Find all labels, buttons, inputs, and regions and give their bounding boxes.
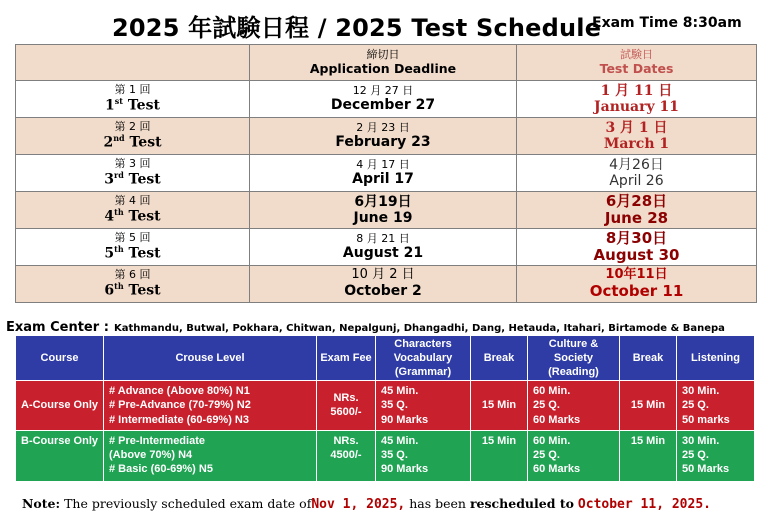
title-row: [0, 6, 769, 42]
exam-center-label: Exam Center :: [6, 320, 109, 335]
header-deadline-en: Application Deadline: [309, 60, 457, 76]
schedule-row: [16, 192, 757, 229]
col-header: Break: [620, 336, 677, 381]
course-header-row: [16, 336, 755, 381]
round-jp: 第 6 回: [114, 268, 151, 282]
test-date-cell: [517, 81, 757, 118]
round-jp: 第 5 回: [114, 231, 151, 245]
test-jp: 4月26日: [609, 156, 664, 173]
course-row: [16, 381, 755, 431]
test-date-cell: [517, 155, 757, 192]
test-jp: 8月30日: [605, 228, 668, 247]
round-cell: [16, 118, 250, 155]
round-cell: [16, 266, 250, 303]
round-cell: [16, 155, 250, 192]
course-table: [15, 335, 755, 482]
reading-cell: 60 Min. 25 Q. 60 Marks: [528, 430, 620, 481]
col-header: Crouse Level: [104, 336, 317, 381]
test-jp: 6月28日: [605, 191, 668, 210]
deadline-en: October 2: [344, 283, 422, 300]
reading-cell: 60 Min. 25 Q. 60 Marks: [528, 381, 620, 431]
schedule-header-row: [16, 45, 757, 81]
round-en: 2nd Test: [103, 132, 162, 151]
page-title: 2025 年試験日程 / 2025 Test Schedule: [112, 14, 602, 42]
schedule-row: [16, 155, 757, 192]
course-row: [16, 430, 755, 481]
deadline-cell: [250, 118, 517, 155]
deadline-cell: [250, 266, 517, 303]
schedule-row: [16, 118, 757, 155]
deadline-cell: [250, 155, 517, 192]
deadline-cell: [250, 192, 517, 229]
round-cell: [16, 229, 250, 266]
test-jp: 1 月 11 日: [600, 82, 673, 99]
deadline-jp: 2 月 23 日: [356, 120, 410, 134]
course-name: A-Course Only: [16, 381, 104, 431]
header-deadline: [250, 45, 517, 81]
break-cell: 15 Min: [471, 381, 528, 431]
deadline-en: June 19: [353, 210, 413, 226]
note-text-2: has been: [409, 496, 466, 511]
deadline-en: February 23: [335, 134, 431, 151]
col-header: Course: [16, 336, 104, 381]
test-date-cell: [517, 229, 757, 266]
course-name: B-Course Only: [16, 430, 104, 481]
test-date-cell: [517, 118, 757, 155]
exam-center-line: [6, 316, 766, 335]
test-date-cell: [517, 266, 757, 303]
test-en: March 1: [603, 136, 670, 152]
round-jp: 第 3 回: [114, 157, 151, 171]
reschedule-note: [22, 496, 711, 512]
exam-center-locations: Kathmandu, Butwal, Pokhara, Chitwan, Nepalgunj, Dhangadhi, Dang, Hetauda, Itahari, Birtamode & Banepa: [113, 323, 725, 334]
note-text-3: rescheduled to: [469, 496, 574, 511]
deadline-jp: 4 月 17 日: [356, 157, 410, 171]
break-cell: 15 Min: [620, 381, 677, 431]
col-header: Exam Fee: [317, 336, 376, 381]
test-en: April 26: [609, 173, 664, 189]
exam-fee: NRs. 4500/-: [317, 430, 376, 481]
break-cell: 15 Min: [471, 430, 528, 481]
note-old-date: Nov 1, 2025,: [311, 497, 406, 512]
note-new-date: October 11, 2025.: [577, 497, 711, 512]
deadline-en: August 21: [342, 245, 424, 262]
round-en: 3rd Test: [104, 169, 161, 188]
deadline-jp: 6月19日: [354, 193, 412, 210]
deadline-cell: [250, 229, 517, 266]
test-date-cell: [517, 192, 757, 229]
test-jp: 10年11日: [605, 266, 668, 282]
round-jp: 第 2 回: [114, 120, 151, 134]
test-en: October 11: [589, 281, 684, 300]
test-en: June 28: [604, 209, 669, 227]
test-jp: 3 月 1 日: [605, 119, 668, 136]
schedule-row: [16, 266, 757, 303]
round-jp: 第 4 回: [114, 194, 151, 208]
header-test-en: Test Dates: [599, 60, 674, 76]
col-header: Break: [471, 336, 528, 381]
col-header: Listening: [677, 336, 755, 381]
col-header: Characters Vocabulary (Grammar): [376, 336, 471, 381]
header-test-dates: [517, 45, 757, 81]
deadline-jp: 8 月 21 日: [356, 231, 410, 245]
test-en: January 11: [594, 99, 679, 115]
deadline-cell: [250, 81, 517, 118]
exam-fee: NRs. 5600/-: [317, 381, 376, 431]
schedule-row: [16, 81, 757, 118]
deadline-jp: 10 月 2 日: [351, 267, 415, 283]
test-en: August 30: [593, 246, 680, 264]
note-text-1: The previously scheduled exam date of: [64, 496, 312, 511]
header-empty-cell: [16, 45, 250, 81]
deadline-jp: 12 月 27 日: [352, 83, 414, 97]
note-label: Note:: [22, 496, 61, 511]
deadline-en: December 27: [330, 97, 436, 114]
col-header: Culture & Society (Reading): [528, 336, 620, 381]
header-deadline-jp: 締切日: [366, 47, 400, 61]
listening-cell: 30 Min. 25 Q. 50 Marks: [677, 430, 755, 481]
break-cell: 15 Min: [620, 430, 677, 481]
course-levels: # Pre-Intermediate (Above 70%) N4 # Basic (60-69%) N5: [104, 430, 317, 481]
round-cell: [16, 192, 250, 229]
course-levels: # Advance (Above 80%) N1 # Pre-Advance (70-79%) N2 # Intermediate (60-69%) N3: [104, 381, 317, 431]
round-en: 6th Test: [104, 280, 161, 299]
schedule-row: [16, 229, 757, 266]
schedule-table: [15, 44, 757, 303]
listening-cell: 30 Min. 25 Q. 50 marks: [677, 381, 755, 431]
exam-time: Exam Time 8:30am: [592, 15, 742, 31]
round-cell: [16, 81, 250, 118]
round-jp: 第 1 回: [114, 83, 151, 97]
deadline-en: April 17: [352, 171, 414, 188]
round-en: 1st Test: [105, 95, 160, 114]
vocab-cell: 45 Min. 35 Q. 90 Marks: [376, 381, 471, 431]
round-en: 4th Test: [104, 206, 161, 225]
vocab-cell: 45 Min. 35 Q. 90 Marks: [376, 430, 471, 481]
round-en: 5th Test: [104, 243, 161, 262]
header-test-jp: 試験日: [620, 47, 653, 61]
